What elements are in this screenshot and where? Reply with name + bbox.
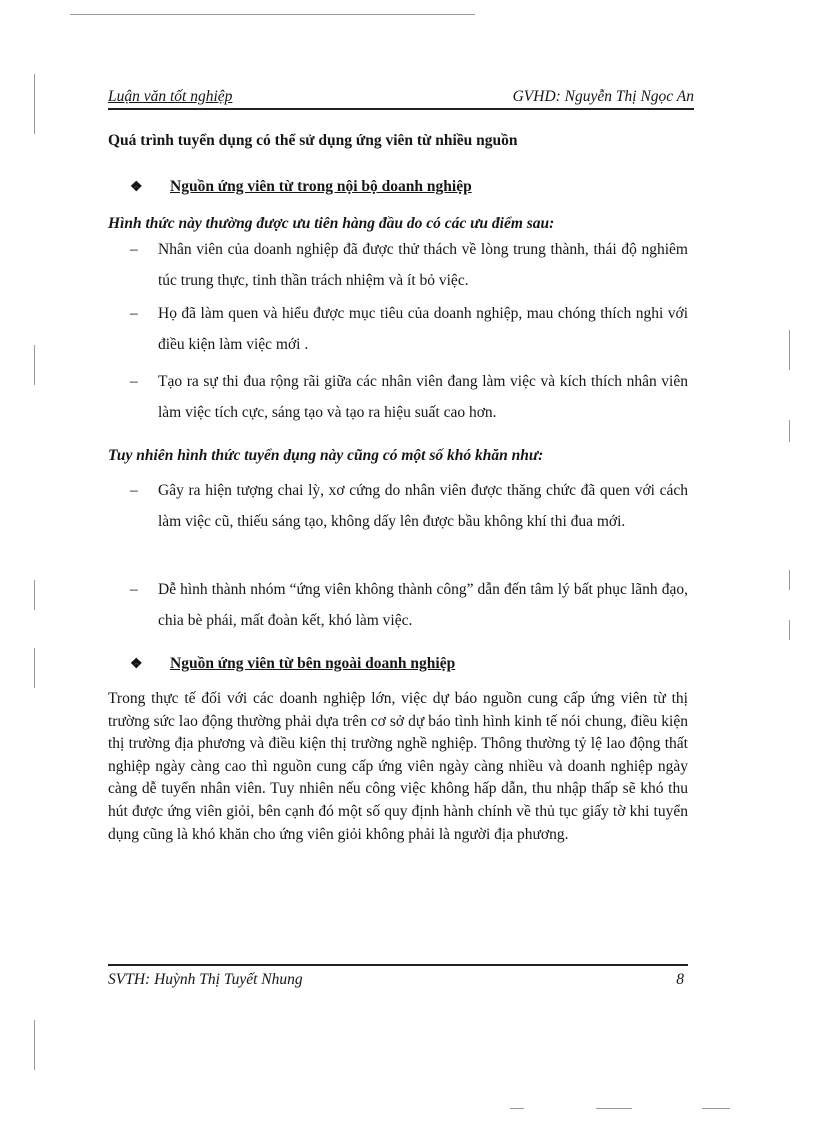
header-advisor: GVHD: Nguyễn Thị Ngọc An bbox=[512, 88, 694, 105]
difficulties-heading: Tuy nhiên hình thức tuyển dụng này cũng có một số khó khăn như: bbox=[108, 447, 544, 464]
scan-artifact bbox=[789, 620, 790, 640]
diamond-bullet-icon: ❖ bbox=[130, 180, 143, 195]
scan-artifact bbox=[789, 570, 790, 590]
scan-artifact bbox=[34, 345, 35, 385]
scan-artifact bbox=[789, 330, 790, 370]
page-footer bbox=[108, 964, 688, 989]
dash-bullet: – bbox=[130, 305, 138, 322]
internal-source-title: Nguồn ứng viên từ trong nội bộ doanh nghiệp bbox=[170, 178, 472, 195]
scan-artifact bbox=[702, 1108, 730, 1109]
list-item-text: Tạo ra sự thi đua rộng rãi giữa các nhân viên đang làm việc và kích thích nhân viên làm việc tích cực, sáng tạo và tạo ra hiệu suất cao hơn. bbox=[158, 373, 688, 421]
list-item bbox=[130, 298, 688, 360]
internal-source-heading bbox=[130, 178, 472, 196]
external-source-title: Nguồn ứng viên từ bên ngoài doanh nghiệp bbox=[170, 655, 456, 672]
list-item-text: Nhân viên của doanh nghiệp đã được thử thách về lòng trung thành, thái độ nghiêm túc trung thực, tinh thần trách nhiệm và ít bỏ việc. bbox=[158, 241, 688, 289]
scan-artifact bbox=[34, 580, 35, 610]
list-item bbox=[130, 234, 688, 296]
list-item bbox=[130, 475, 688, 537]
document-page bbox=[108, 0, 694, 1123]
page-number: 8 bbox=[676, 971, 684, 988]
external-source-heading bbox=[130, 655, 455, 673]
list-item bbox=[130, 366, 688, 428]
dash-bullet: – bbox=[130, 482, 138, 499]
external-source-paragraph: Trong thực tế đối với các doanh nghiệp lớn, việc dự báo nguồn cung cấp ứng viên từ thị trường sức lao động thường phải dựa trên cơ sở dự báo tình hình kinh tế nói chung, điều kiện thị trường địa phương và điều kiện thị trường nghề nghiệp. Thông thường tỷ lệ lao động thất nghiệp ngày càng cao thì nguồn cung cấp ứng viên ngày càng nhiều và doanh nghiệp ngày càng dễ tuyển nhân viên. Tuy nhiên nếu công việc không hấp dẫn, thu nhập thấp sẽ khó thu hút được ứng viên giỏi, bên cạnh đó một số quy định hành chính về thủ tục giấy tờ khi tuyển dụng cũng là khó khăn cho ứng viên giỏi không phải là người địa phương. bbox=[108, 690, 688, 843]
page-header bbox=[108, 86, 694, 110]
scan-artifact bbox=[34, 648, 35, 688]
list-item bbox=[130, 574, 688, 636]
scan-artifact bbox=[34, 74, 35, 134]
list-item-text: Dễ hình thành nhóm “ứng viên không thành công” dẫn đến tâm lý bất phục lãnh đạo, chia bè phái, mất đoàn kết, khó làm việc. bbox=[158, 581, 688, 629]
dash-bullet: – bbox=[130, 241, 138, 258]
section-heading: Quá trình tuyển dụng có thể sử dụng ứng viên từ nhiều nguồn bbox=[108, 132, 518, 149]
dash-bullet: – bbox=[130, 581, 138, 598]
dash-bullet: – bbox=[130, 373, 138, 390]
list-item-text: Gây ra hiện tượng chai lỳ, xơ cứng do nhân viên được thăng chức đã quen với cách làm việc cũ, thiếu sáng tạo, không dấy lên được bầu không khí thi đua mới. bbox=[158, 482, 688, 530]
diamond-bullet-icon: ❖ bbox=[130, 657, 143, 672]
scan-artifact bbox=[789, 420, 790, 442]
header-thesis-title: Luận văn tốt nghiệp bbox=[108, 88, 233, 105]
list-item-text: Họ đã làm quen và hiểu được mục tiêu của doanh nghiệp, mau chóng thích nghi với điều kiện làm việc mới . bbox=[158, 305, 688, 353]
advantages-heading: Hình thức này thường được ưu tiên hàng đầu do có các ưu điểm sau: bbox=[108, 215, 555, 232]
footer-student: SVTH: Huỳnh Thị Tuyết Nhung bbox=[108, 971, 303, 988]
scan-artifact bbox=[34, 1020, 35, 1070]
